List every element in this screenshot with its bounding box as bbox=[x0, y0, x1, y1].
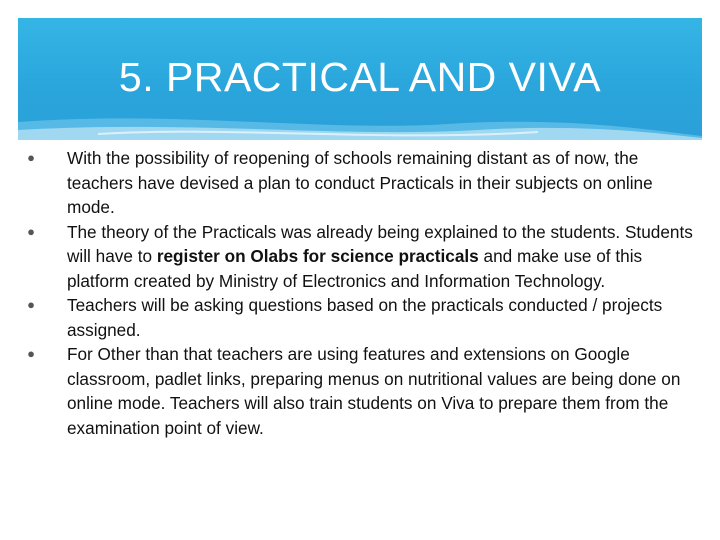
bullet-text: Teachers will be asking questions based on the practicals conducted / projects assigned. bbox=[67, 295, 663, 340]
bullet-text: For Other than that teachers are using features and extensions on Google classroom, padlet links, preparing menus on nutritional values are being done on online mode. Teachers will also train students on Viva to prepare them from the examination point of view. bbox=[67, 344, 681, 438]
slide-title: 5. PRACTICAL AND VIVA bbox=[118, 54, 602, 100]
bullet-list bbox=[24, 146, 696, 440]
bullet-item bbox=[24, 342, 696, 440]
bullet-text: and make use of this platform created by Ministry of Electronics and Information Technology. bbox=[67, 246, 643, 291]
bullet-text: With the possibility of reopening of schools remaining distant as of now, the teachers have devised a plan to conduct Practicals in their subjects on online mode. bbox=[67, 148, 653, 217]
bullet-item bbox=[24, 146, 696, 220]
bullet-dot-icon: ● bbox=[27, 223, 35, 239]
bullet-dot-icon: ● bbox=[27, 346, 35, 361]
bullet-dot-icon: ● bbox=[27, 150, 35, 165]
bullet-item bbox=[24, 293, 696, 342]
bullet-text-bold: register on Olabs for science practicals bbox=[156, 246, 479, 266]
bullet-dot-icon: ● bbox=[27, 297, 35, 312]
bullet-text: The theory of the Practicals was already being explained to the students. Students will have to bbox=[67, 221, 693, 266]
bullet-item bbox=[24, 220, 696, 294]
